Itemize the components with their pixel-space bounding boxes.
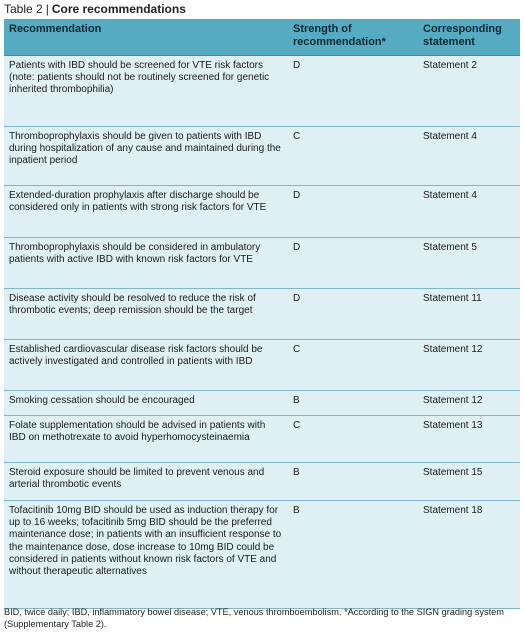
cell-strength: B: [293, 505, 300, 516]
cell-statement: Statement 12: [423, 395, 483, 406]
table-row: [4, 463, 520, 501]
cell-statement: Statement 13: [423, 420, 483, 431]
header-recommendation: Recommendation: [9, 23, 102, 35]
cell-strength: B: [293, 467, 300, 478]
cell-statement: Statement 18: [423, 505, 483, 516]
table-row: [4, 289, 520, 340]
cell-strength: B: [293, 395, 300, 406]
table-row: [4, 501, 520, 609]
table-row: [4, 56, 520, 127]
title-separator: |: [45, 2, 49, 16]
table-row: [4, 391, 520, 416]
cell-strength: C: [293, 420, 301, 431]
cell-recommendation: Thromboprophylaxis should be given to patients with IBD during hospitalization of any cause and maintained during the inpatient period: [9, 131, 281, 167]
cell-strength: C: [293, 344, 301, 355]
table-row: [4, 238, 520, 289]
cell-statement: Statement 11: [423, 293, 482, 304]
cell-recommendation: Smoking cessation should be encouraged: [9, 395, 195, 406]
cell-recommendation: Patients with IBD should be screened for VTE risk factors (note: patients should not be routinely screened for genetic inherited thrombophilia): [9, 60, 270, 96]
recommendations-table: [4, 19, 520, 609]
table-label: Table 2: [4, 2, 43, 16]
cell-recommendation: Established cardiovascular disease risk factors should be actively investigated and controlled in patients with IBD: [9, 344, 263, 368]
header-statement: Corresponding statement: [423, 23, 502, 48]
table-row: [4, 340, 520, 391]
cell-recommendation: Steroid exposure should be limited to prevent venous and arterial thrombotic events: [9, 467, 265, 491]
cell-statement: Statement 5: [423, 242, 477, 253]
cell-statement: Statement 4: [423, 131, 477, 142]
cell-strength: C: [293, 131, 301, 142]
table-row: [4, 186, 520, 238]
cell-strength: D: [293, 242, 301, 253]
table-title: [4, 1, 186, 18]
cell-statement: Statement 12: [423, 344, 483, 355]
cell-recommendation: Folate supplementation should be advised in patients with IBD on methotrexate to avoid hyperhomocysteinaemia: [9, 420, 266, 444]
cell-strength: D: [293, 190, 301, 201]
table-row: [4, 416, 520, 463]
cell-statement: Statement 15: [423, 467, 483, 478]
cell-strength: D: [293, 293, 301, 304]
table-footnote: BID, twice daily; IBD, inflammatory bowel disease; VTE, venous thromboembolism. *According to the SIGN grading system (Supplementary Table 2).: [4, 607, 504, 629]
cell-recommendation: Extended-duration prophylaxis after discharge should be considered only in patients with strong risk factors for VTE: [9, 190, 267, 214]
table-name: Core recommendations: [51, 2, 186, 16]
cell-statement: Statement 4: [423, 190, 477, 201]
header-strength: Strength of recommendation*: [293, 23, 386, 48]
table-row: [4, 127, 520, 186]
cell-recommendation: Tofacitinib 10mg BID should be used as induction therapy for up to 16 weeks; tofacitinib 5mg BID should be the preferred maintenance dose; in patients with an insufficient response to the maintenance dose, dose increase to 10mg BID could be considered in patients without known risk factors of VTE and without therapeutic alternatives: [9, 505, 282, 578]
cell-strength: D: [293, 60, 301, 71]
cell-recommendation: Disease activity should be resolved to reduce the risk of thrombotic events; deep remission should be the target: [9, 293, 256, 317]
cell-statement: Statement 2: [423, 60, 477, 71]
table-header: [4, 19, 520, 56]
cell-recommendation: Thromboprophylaxis should be considered in ambulatory patients with active IBD with known risk factors for VTE: [9, 242, 261, 266]
